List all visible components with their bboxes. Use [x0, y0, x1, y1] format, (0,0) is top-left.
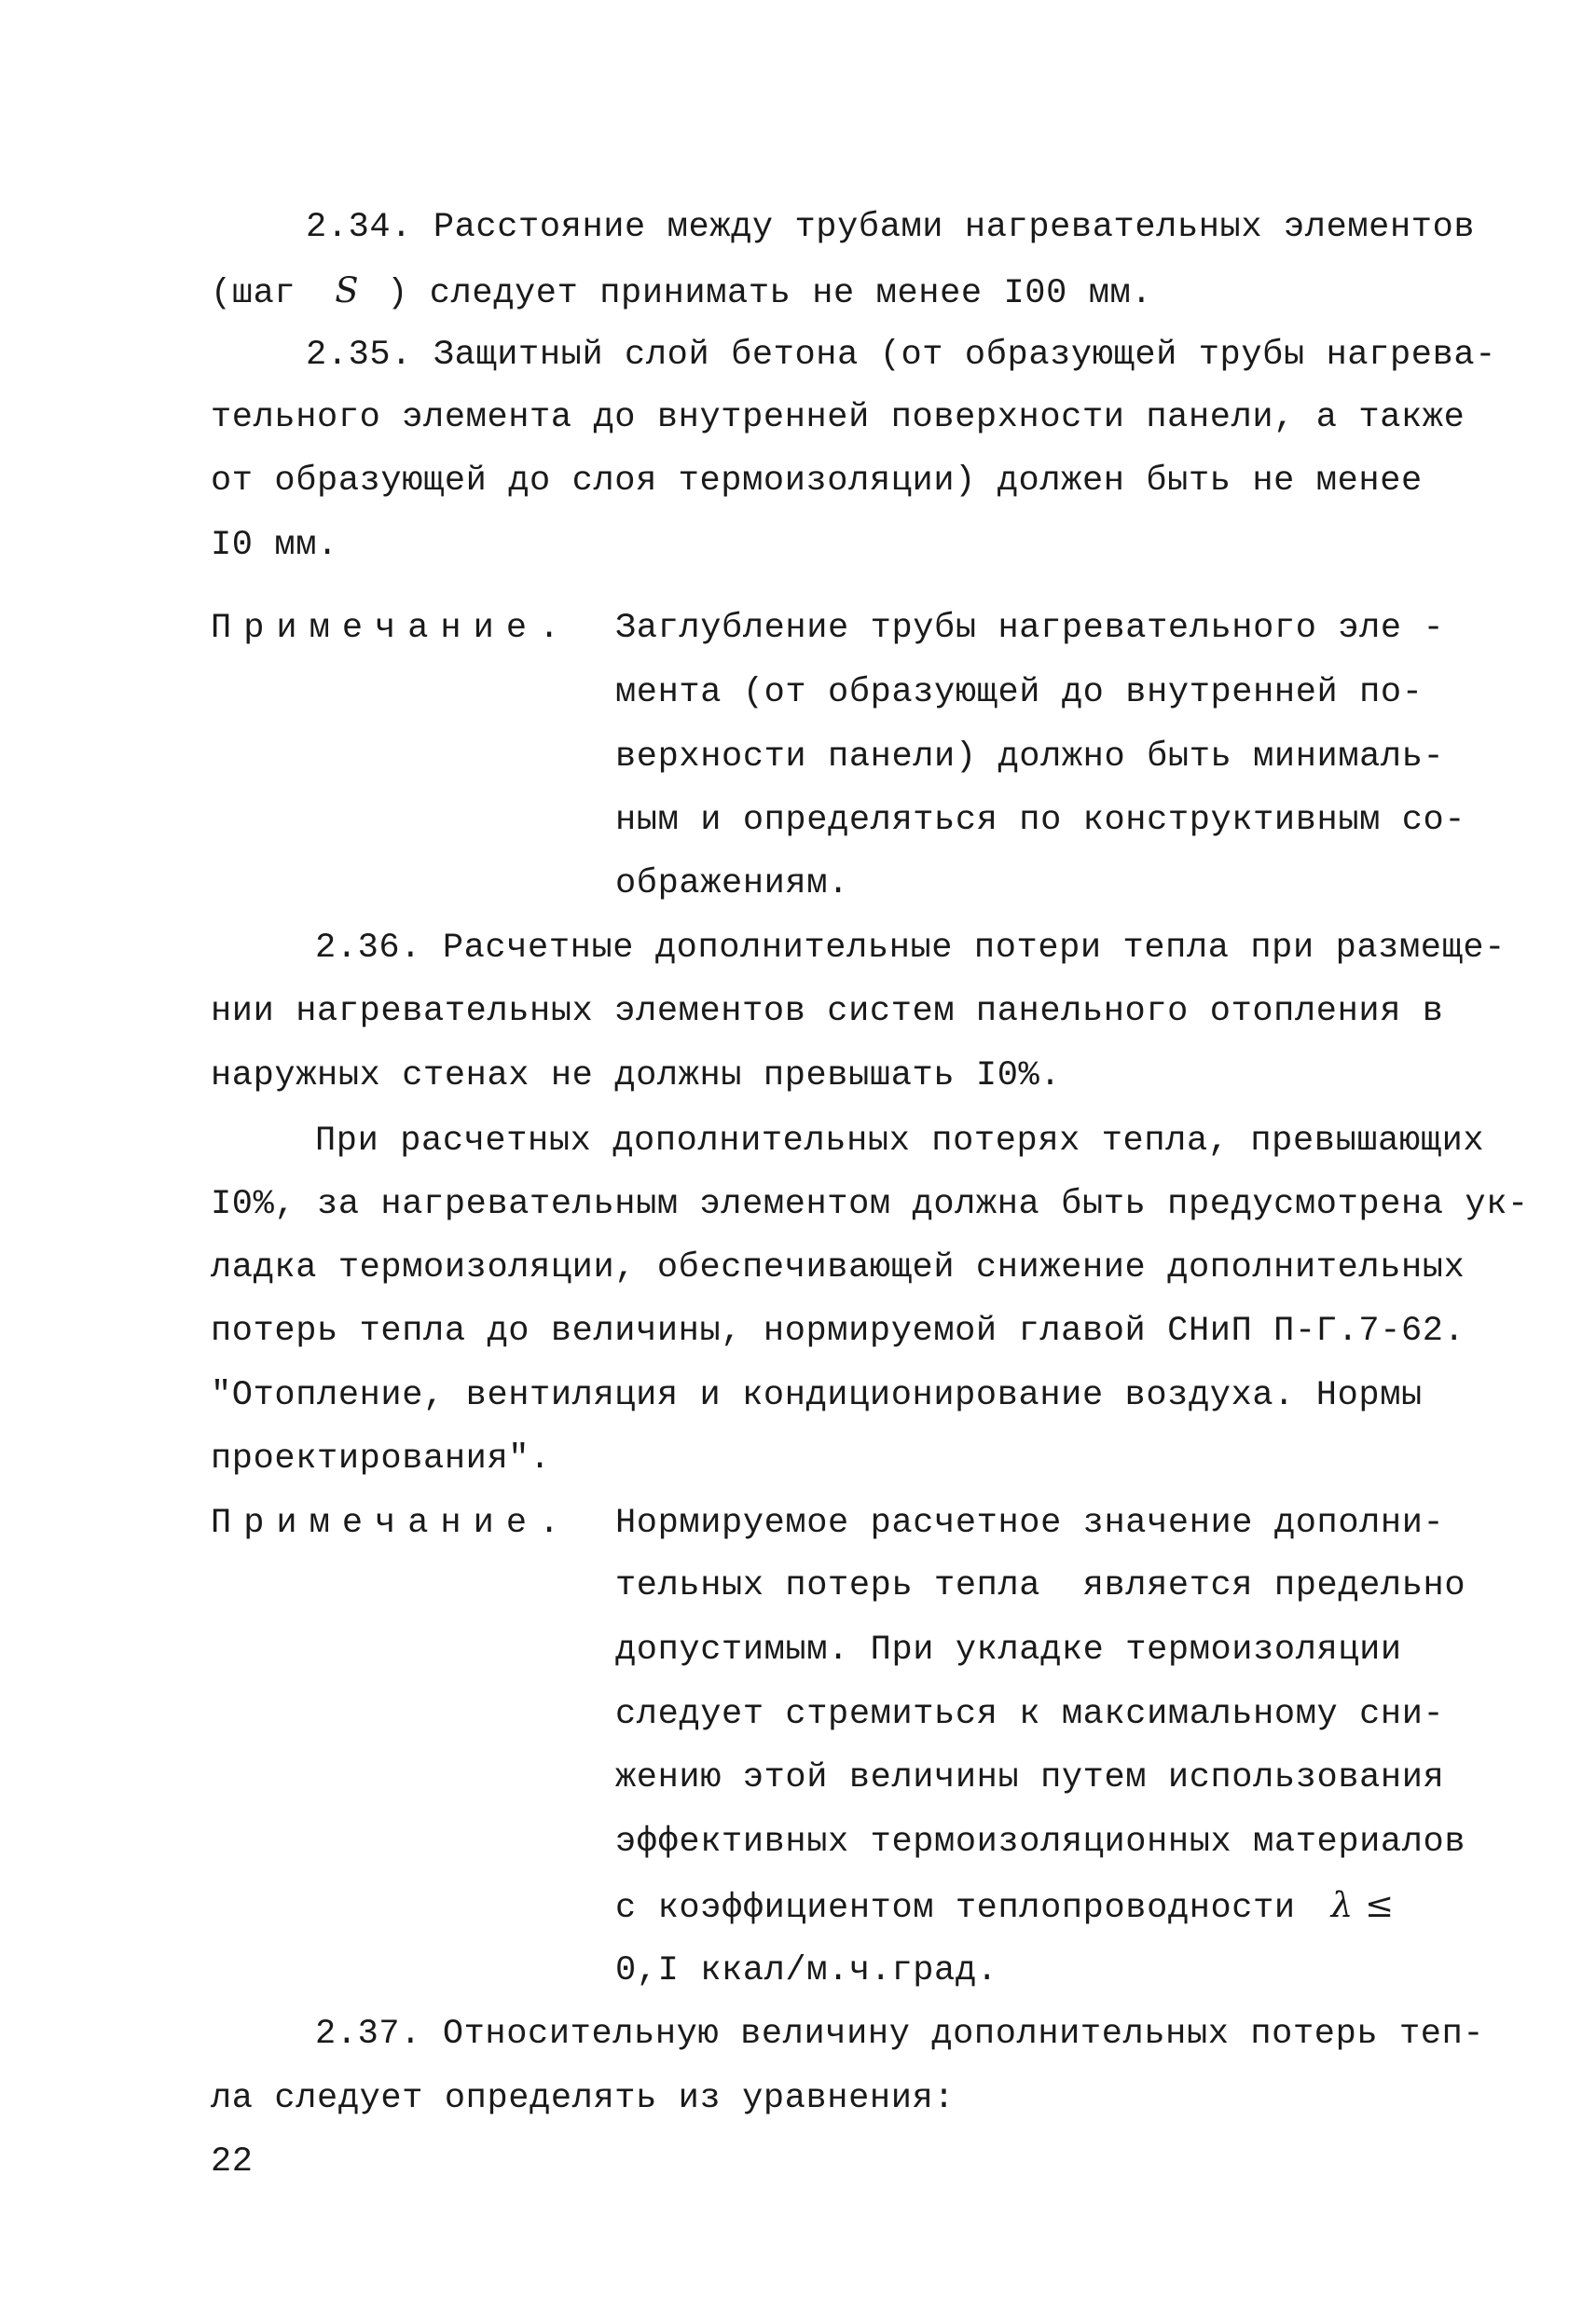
note-1-label: Примечание.: [211, 609, 572, 648]
note-2-line-8: 0,I ккал/м.ч.град.: [615, 1951, 998, 1990]
note-2-line-2: тельных потерь тепла является предельно: [615, 1566, 1466, 1605]
note-1-line-5: ображениям.: [615, 864, 849, 903]
para-2-35-line-2: тельного элемента до внутренней поверхности панели, а также: [211, 398, 1465, 437]
step-text: ) следует принимать не менее I00 мм.: [387, 274, 1153, 313]
para-2-36b-line-3: ладка термоизоляции, обеспечивающей снижение дополнительных: [211, 1248, 1465, 1287]
conductivity-text: с коэффициентом теплопроводности: [615, 1889, 1296, 1928]
para-2-36b-line-1: При расчетных дополнительных потерях тепла, превышающих: [315, 1122, 1485, 1161]
step-label: (шаг: [211, 274, 296, 313]
note-1-line-4: ным и определяться по конструктивным со-: [615, 801, 1466, 840]
note-2-line-7: [615, 1885, 1395, 1929]
note-2-line-1: Нормируемое расчетное значение дополни-: [615, 1504, 1445, 1543]
note-1-line-3: верхности панели) должно быть минималь-: [615, 737, 1445, 777]
para-2-36-line-3: наружных стенах не должны превышать I0%.: [211, 1056, 1062, 1095]
step-variable: S: [335, 270, 360, 310]
note-2-line-5: жению этой величины путем использования: [615, 1758, 1445, 1797]
para-2-35-line-1: 2.35. Защитный слой бетона (от образующей трубы нагрева-: [306, 336, 1497, 375]
para-2-36b-line-6: проектирования".: [211, 1439, 551, 1479]
note-2-line-4: следует стремиться к максимальному сни-: [615, 1695, 1445, 1734]
note-2-line-6: эффективных термоизоляционных материалов: [615, 1823, 1466, 1862]
para-2-35-line-4: I0 мм.: [211, 526, 338, 565]
para-2-36b-line-2: I0%, за нагревательным элементом должна быть предусмотрена ук-: [211, 1185, 1529, 1224]
note-2-label: Примечание.: [211, 1504, 572, 1543]
para-2-34-line-1: 2.34. Расстояние между трубами нагревательных элементов: [306, 208, 1476, 247]
para-2-35-line-3: от образующей до слоя термоизоляции) должен быть не менее: [211, 461, 1423, 501]
para-2-37-line-1: 2.37. Относительную величину дополнительных потерь теп-: [315, 2015, 1485, 2054]
para-2-36b-line-5: "Отопление, вентиляция и кондиционирование воздуха. Нормы: [211, 1376, 1423, 1415]
para-2-36-line-1: 2.36. Расчетные дополнительные потери тепла при размеще-: [315, 929, 1507, 968]
page-number: 22: [211, 2142, 254, 2182]
note-1-line-1: Заглубление трубы нагревательного эле -: [615, 609, 1445, 648]
para-2-34-line-2: [211, 270, 1152, 314]
note-2-line-3: допустимым. При укладке термоизоляции: [615, 1631, 1402, 1670]
lambda-symbol: λ ≤: [1330, 1885, 1395, 1925]
para-2-36-line-2: нии нагревательных элементов систем панельного отопления в: [211, 992, 1444, 1031]
para-2-36b-line-4: потерь тепла до величины, нормируемой главой СНиП П-Г.7-62.: [211, 1312, 1465, 1351]
para-2-37-line-2: ла следует определять из уравнения:: [211, 2079, 956, 2118]
note-1-line-2: мента (от образующей до внутренней по-: [615, 673, 1424, 712]
